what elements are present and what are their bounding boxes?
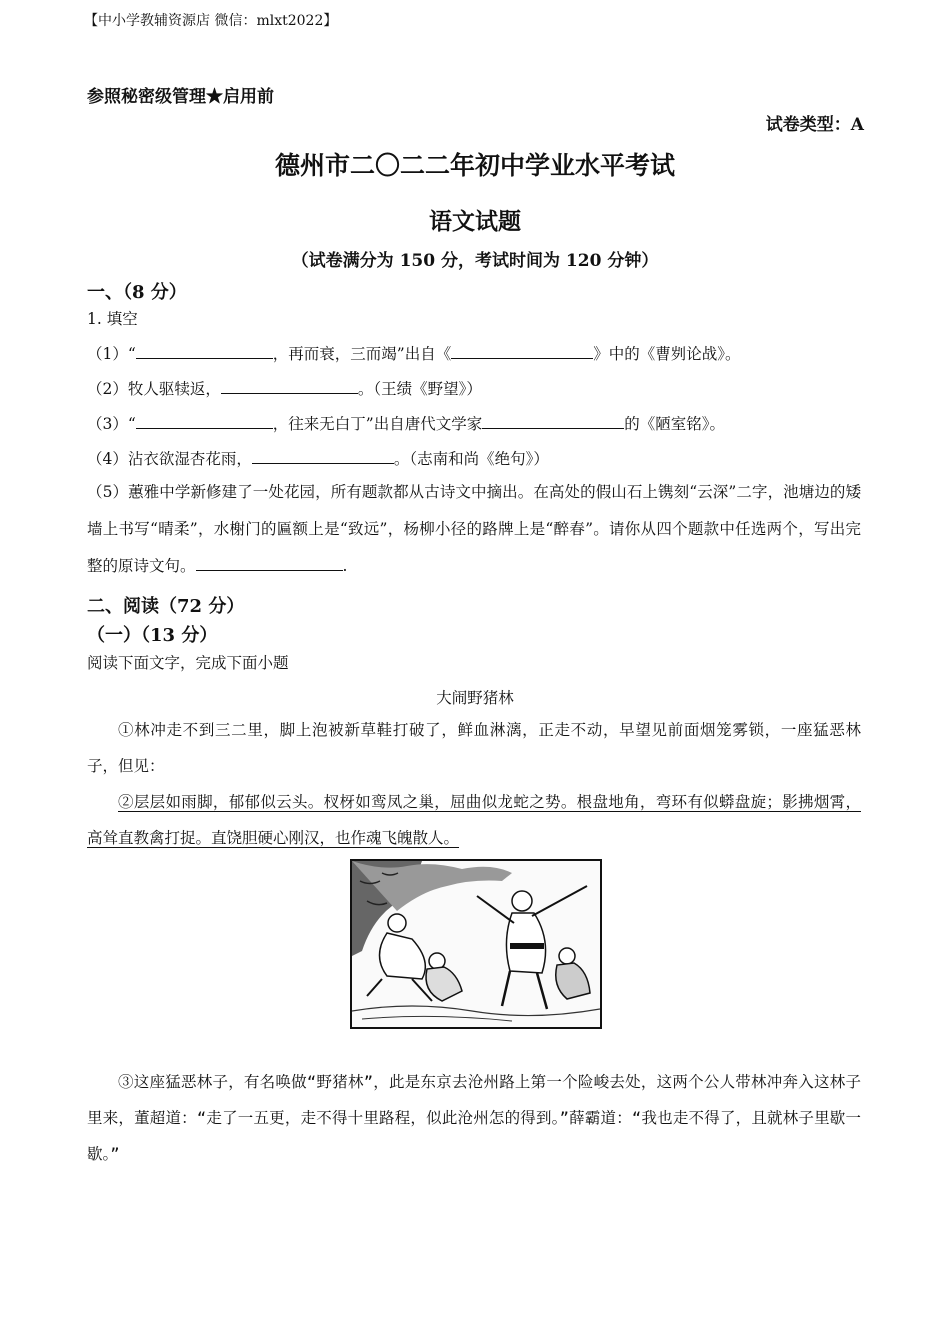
section-1-heading: 一、（8 分）	[87, 282, 187, 303]
story-paragraph-1: ①林冲走不到三二里，脚上泡被新草鞋打破了，鲜血淋漓，正走不动，早望见前面烟笼雾锁，一座猛恶林子，但见：	[87, 721, 861, 775]
fill-item-3-text-a: （3）“	[87, 415, 136, 433]
exam-note: （试卷满分为 150 分，考试时间为 120 分钟）	[291, 251, 659, 271]
question-1-title: 1. 填空	[87, 310, 138, 328]
section-2-heading: 二、阅读（72 分）	[87, 596, 245, 617]
part-1-heading: （一）（13 分）	[87, 625, 218, 646]
story-paragraph-3: ③这座猛恶林子，有名唤做“野猪林”，此是东京去沧州路上第一个险峻去处，这两个公人带林冲奔入这林子里来，董超道：“走了一五更，走不得十里路程，似此沧州怎的得到。”薛霸道：“我也走不得了，且就林子里歇一歇。”	[87, 1073, 861, 1163]
secret-level-label: 参照秘密级管理★启用前	[87, 87, 274, 107]
fill-item-5-end: .	[342, 557, 348, 575]
exam-title: 德州市二〇二二年初中学业水平考试	[274, 151, 675, 180]
answer-blank[interactable]	[482, 412, 624, 429]
story-paragraph-2: ②层层如雨脚，郁郁似云头。杈枒如鸾凤之巢，屈曲似龙蛇之势。根盘地角，弯环有似蟒盘旋；影拂烟霄，高耸直教禽打捉。直饶胆硬心刚汉，也作魂飞魄散人。	[87, 793, 861, 847]
fill-item-2	[87, 377, 482, 399]
fill-item-4	[87, 447, 549, 469]
fill-item-3	[87, 412, 725, 434]
watermark-text: 【中小学教辅资源店 微信：mlxt2022】	[84, 13, 338, 29]
fill-item-3-text-b: ，往来无白丁”出自唐代文学家	[272, 415, 483, 433]
fill-item-1-text-b: ，再而衰，三而竭”出自《	[272, 345, 452, 363]
illustration-drawing	[352, 861, 600, 1027]
reading-instruction: 阅读下面文字，完成下面小题	[87, 654, 289, 672]
answer-blank[interactable]	[221, 377, 358, 394]
fill-item-5-text: （5）蕙雅中学新修建了一处花园，所有题款都从古诗文中摘出。在高处的假山石上镌刻“云深”二字，池塘边的矮墙上书写“晴柔”，水榭门的匾额上是“致远”，杨柳小径的路牌上是“醉春”。请你从四个题款中任选两个，写出完整的原诗文句。	[87, 483, 861, 575]
story-title: 大闹野猪林	[436, 689, 514, 707]
paper-type-label: 试卷类型：A	[765, 115, 864, 135]
fill-item-4-text-b: 。（志南和尚《绝句》）	[393, 450, 549, 468]
fill-item-3-text-c: 的《陋室铭》。	[624, 415, 725, 433]
answer-blank[interactable]	[136, 412, 273, 429]
fill-item-2-text-b: 。（王绩《野望》）	[357, 380, 482, 398]
fill-item-1-text-a: （1）“	[87, 345, 136, 363]
answer-blank[interactable]	[196, 554, 343, 571]
fill-item-1-text-c: 》中的《曹刿论战》。	[593, 345, 741, 363]
fill-item-2-text-a: （2）牧人驱犊返，	[87, 380, 221, 398]
fill-item-4-text-a: （4）沾衣欲湿杏花雨，	[87, 450, 252, 468]
answer-blank[interactable]	[252, 447, 394, 464]
exam-subtitle: 语文试题	[429, 208, 521, 235]
fill-item-1	[87, 342, 741, 364]
woodcut-illustration-icon	[350, 859, 602, 1029]
answer-blank[interactable]	[136, 342, 273, 359]
answer-blank[interactable]	[451, 342, 593, 359]
fill-item-5	[87, 474, 861, 585]
